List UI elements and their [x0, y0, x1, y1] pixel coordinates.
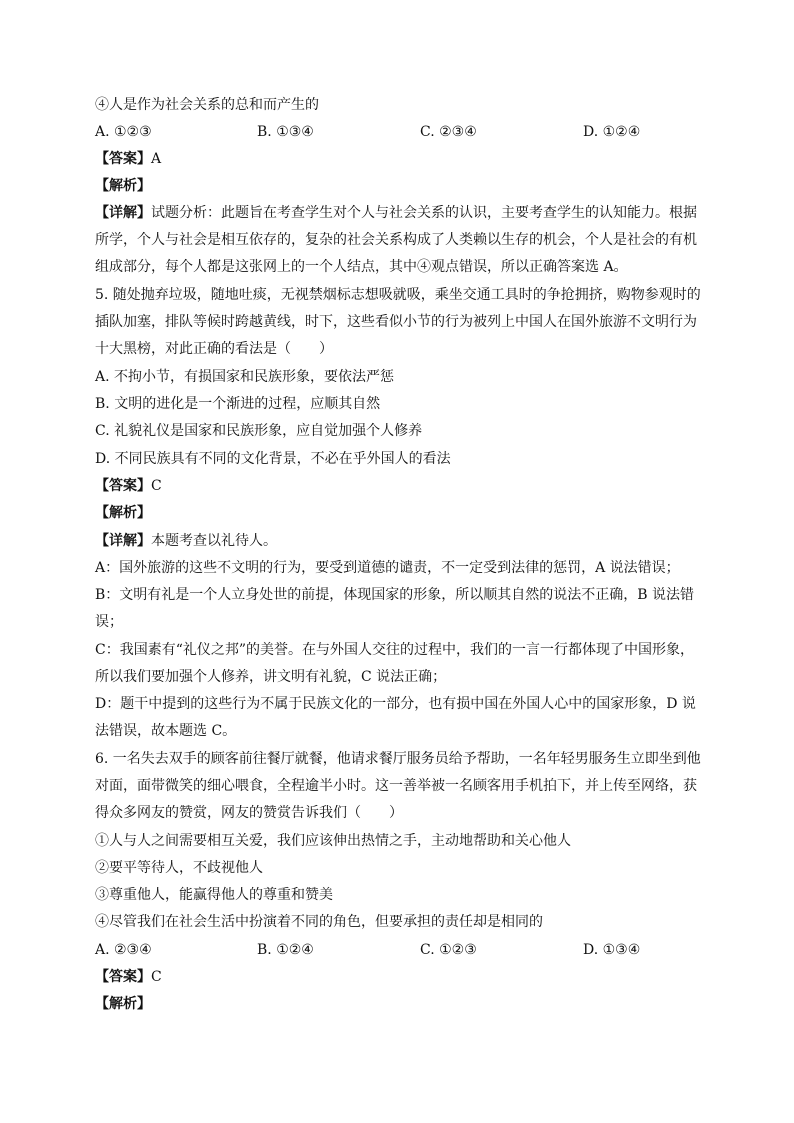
q4-option-d: D. ①②④ — [583, 124, 641, 140]
detail-text: 试题分析：此题旨在考查学生对个人与社会关系的认识，主要考查学生的认知能力。根据 — [151, 205, 697, 221]
analysis-tag: 【解析】 — [95, 178, 151, 194]
q6-option-b: B. ①②④ — [257, 942, 314, 958]
q4-option-c: C. ②③④ — [420, 124, 477, 140]
q6-stem-line: 得众多网友的赞赏，网友的赞赏告诉我们（ ） — [95, 805, 403, 821]
q5-stem-line: 插队加塞，排队等候时跨越黄线，时下，这些看似小节的行为被列上中国人在国外旅游不文明行为 — [95, 314, 697, 330]
q5-explain-line: 误； — [95, 614, 123, 630]
q6-stem-line: 对面，面带微笑的细心喂食，全程逾半小时。这一善举被一名顾客用手机拍下，并上传至网络，获 — [95, 778, 697, 794]
answer-tag: 【答案】 — [95, 151, 151, 167]
q4-detail-line: 组成部分，每个人都是这张网上的一个人结点，其中④观点错误，所以正确答案选 A。 — [95, 259, 628, 275]
answer-value: C — [151, 969, 162, 985]
q5-answer — [95, 477, 162, 495]
q6-answer — [95, 968, 162, 986]
q5-option-c: C. 礼貌礼仪是国家和民族形象，应自觉加强个人修养 — [95, 423, 423, 439]
q6-statement: ④尽管我们在社会生活中扮演着不同的角色，但要承担的责任却是相同的 — [95, 914, 543, 930]
q6-statement: ③尊重他人，能赢得他人的尊重和赞美 — [95, 887, 333, 903]
detail-text: 本题考查以礼待人。 — [151, 533, 277, 549]
q6-analysis — [95, 995, 151, 1013]
q6-statement: ①人与人之间需要相互关爱，我们应该伸出热情之手，主动地帮助和关心他人 — [95, 833, 571, 849]
q5-explain-line: A：国外旅游的这些不文明的行为，要受到道德的谴责，不一定受到法律的惩罚，A 说法错误； — [95, 560, 680, 576]
answer-tag: 【答案】 — [95, 969, 151, 985]
q5-explain-line: 所以我们要加强个人修养，讲文明有礼貌，C 说法正确； — [95, 669, 447, 685]
q5-stem-line: 5. 随处抛弃垃圾，随地吐痰，无视禁烟标志想吸就吸，乘坐交通工具时的争抢拥挤，购物参观时的 — [95, 287, 701, 303]
analysis-tag: 【解析】 — [95, 505, 151, 521]
q5-detail-line — [95, 532, 277, 550]
q5-option-a: A. 不拘小节，有损国家和民族形象，要依法严惩 — [95, 369, 395, 385]
q6-option-d: D. ①③④ — [583, 942, 641, 958]
q4-option-a: A. ①②③ — [95, 124, 152, 140]
q5-option-d: D. 不同民族具有不同的文化背景，不必在乎外国人的看法 — [95, 451, 451, 467]
q4-analysis — [95, 177, 151, 195]
q4-option-b: B. ①③④ — [257, 124, 314, 140]
detail-tag: 【详解】 — [95, 205, 151, 221]
detail-tag: 【详解】 — [95, 533, 151, 549]
q4-answer — [95, 150, 161, 168]
analysis-tag: 【解析】 — [95, 996, 151, 1012]
q6-stem-line: 6. 一名失去双手的顾客前往餐厅就餐，他请求餐厅服务员给予帮助，一名年轻男服务生立即坐到他 — [95, 751, 701, 767]
q5-explain-line: B：文明有礼是一个人立身处世的前提，体现国家的形象，所以顺其自然的说法不正确，B 说法错 — [95, 587, 695, 603]
q5-stem-line: 十大黑榜，对此正确的看法是（ ） — [95, 341, 333, 357]
q4-detail-line: 所学，个人与社会是相互依存的，复杂的社会关系构成了人类赖以生存的机会，个人是社会的有机 — [95, 232, 697, 248]
q6-statement: ②要平等待人，不歧视他人 — [95, 860, 263, 876]
answer-value: C — [151, 478, 162, 494]
q5-explain-line: D：题干中提到的这些行为不属于民族文化的一部分，也有损中国在外国人心中的国家形象，D 说 — [95, 696, 696, 712]
q5-option-b: B. 文明的进化是一个渐进的过程，应顺其自然 — [95, 396, 381, 412]
q5-explain-line: C：我国素有“礼仪之邦”的美誉。在与外国人交往的过程中，我们的一言一行都体现了中国形象， — [95, 642, 695, 658]
q6-option-c: C. ①②③ — [420, 942, 477, 958]
q6-option-a: A. ②③④ — [95, 942, 152, 958]
q4-detail-line — [95, 204, 697, 222]
answer-value: A — [151, 151, 162, 167]
q4-statement-4: ④人是作为社会关系的总和而产生的 — [95, 97, 319, 113]
answer-tag: 【答案】 — [95, 478, 151, 494]
q5-analysis — [95, 504, 151, 522]
q5-explain-line: 法错误，故本题选 C。 — [95, 723, 237, 739]
